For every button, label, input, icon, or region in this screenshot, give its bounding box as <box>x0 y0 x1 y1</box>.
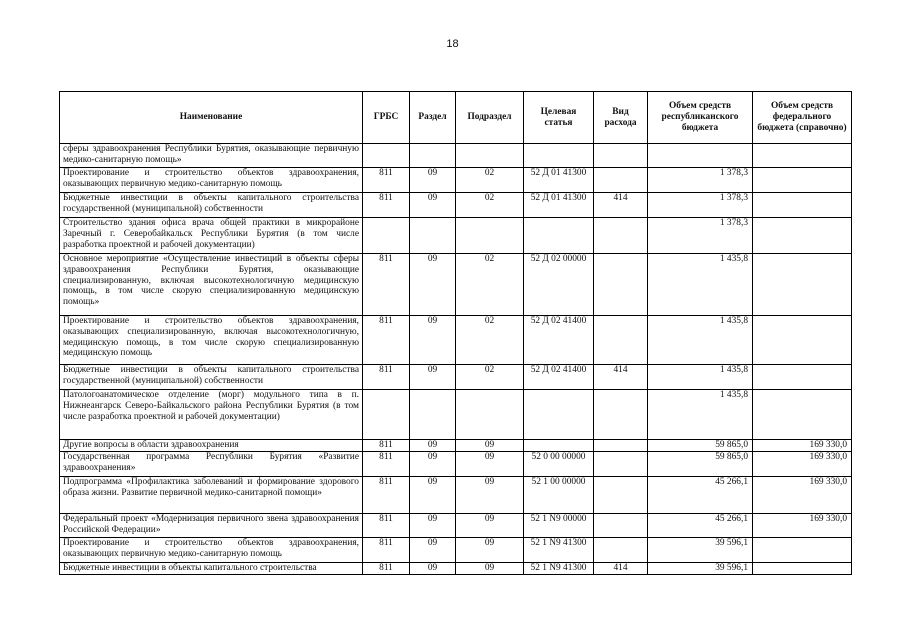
cell-vid <box>594 513 648 537</box>
cell-fed <box>753 365 852 390</box>
cell-podrazdel: 02 <box>456 193 524 218</box>
cell-resp: 1 435,8 <box>648 316 753 365</box>
table-row <box>60 168 852 193</box>
cell-name: Бюджетные инвестиции в объекты капитального строительства государственной (муниципальной) собственности <box>60 193 363 218</box>
cell-name: Другие вопросы в области здравоохранения <box>60 440 363 452</box>
cell-name: Основное мероприятие «Осуществление инвестиций в объекты сферы здравоохранения Республики Бурятия, оказывающие специализированную, включая высокотехнологичную медицинскую помощь, в том числе скорую специализированную медицинскую помощь» <box>60 254 363 316</box>
cell-razdel: 09 <box>410 440 456 452</box>
cell-resp: 1 378,3 <box>648 193 753 218</box>
cell-razdel: 09 <box>410 254 456 316</box>
cell-resp: 1 435,8 <box>648 365 753 390</box>
cell-celevaya: 52 Д 01 41300 <box>524 193 594 218</box>
cell-podrazdel: 09 <box>456 513 524 537</box>
cell-grbs: 811 <box>363 316 410 365</box>
table-row <box>60 451 852 476</box>
cell-razdel <box>410 144 456 168</box>
header-grbs: ГРБС <box>363 92 410 144</box>
cell-name: сферы здравоохранения Республики Бурятия, оказывающие первичную медико-санитарную помощь» <box>60 144 363 168</box>
cell-celevaya: 52 1 00 00000 <box>524 476 594 513</box>
table-row <box>60 365 852 390</box>
cell-name: Проектирование и строительство объектов здравоохранения, оказывающих первичную медико-санитарную помощь <box>60 168 363 193</box>
cell-name: Подпрограмма «Профилактика заболеваний и формирование здорового образа жизни. Развитие первичной медико-санитарной помощи» <box>60 476 363 513</box>
header-razdel: Раздел <box>410 92 456 144</box>
cell-resp: 1 378,3 <box>648 218 753 254</box>
cell-podrazdel: 09 <box>456 451 524 476</box>
cell-podrazdel <box>456 390 524 440</box>
table-row <box>60 537 852 562</box>
cell-celevaya <box>524 218 594 254</box>
cell-razdel: 09 <box>410 365 456 390</box>
cell-podrazdel: 02 <box>456 254 524 316</box>
cell-fed <box>753 390 852 440</box>
cell-razdel: 09 <box>410 476 456 513</box>
cell-vid <box>594 254 648 316</box>
cell-podrazdel: 09 <box>456 440 524 452</box>
cell-grbs <box>363 144 410 168</box>
table-row <box>60 476 852 513</box>
cell-vid: 414 <box>594 193 648 218</box>
cell-podrazdel: 09 <box>456 537 524 562</box>
table-row <box>60 254 852 316</box>
cell-grbs: 811 <box>363 537 410 562</box>
cell-celevaya: 52 1 N9 00000 <box>524 513 594 537</box>
cell-grbs <box>363 390 410 440</box>
cell-fed: 169 330,0 <box>753 513 852 537</box>
cell-celevaya: 52 0 00 00000 <box>524 451 594 476</box>
cell-fed <box>753 218 852 254</box>
cell-name: Федеральный проект «Модернизация первичного звена здравоохранения Российской Федерации» <box>60 513 363 537</box>
cell-vid <box>594 218 648 254</box>
cell-name: Проектирование и строительство объектов здравоохранения, оказывающих первичную медико-санитарную помощь <box>60 537 363 562</box>
cell-fed <box>753 193 852 218</box>
cell-vid <box>594 440 648 452</box>
cell-grbs: 811 <box>363 193 410 218</box>
cell-fed <box>753 168 852 193</box>
header-fed: Объем средств федерального бюджета (справочно) <box>753 92 852 144</box>
cell-razdel: 09 <box>410 513 456 537</box>
cell-celevaya: 52 1 N9 41300 <box>524 562 594 574</box>
cell-razdel <box>410 390 456 440</box>
cell-grbs <box>363 218 410 254</box>
cell-razdel: 09 <box>410 316 456 365</box>
cell-name: Государственная программа Республики Бурятия «Развитие здравоохранения» <box>60 451 363 476</box>
cell-razdel: 09 <box>410 537 456 562</box>
cell-name: Патологоанатомическое отделение (морг) модульного типа в п. Нижнеангарск Северо-Байкальского района Республики Бурятия (в том числе разработка проектной и рабочей документации) <box>60 390 363 440</box>
cell-celevaya: 52 Д 02 41400 <box>524 365 594 390</box>
table-row <box>60 562 852 574</box>
cell-podrazdel: 02 <box>456 316 524 365</box>
cell-vid <box>594 451 648 476</box>
cell-grbs: 811 <box>363 562 410 574</box>
cell-grbs: 811 <box>363 451 410 476</box>
cell-grbs: 811 <box>363 440 410 452</box>
cell-podrazdel: 02 <box>456 168 524 193</box>
cell-podrazdel: 09 <box>456 562 524 574</box>
table-row <box>60 440 852 452</box>
cell-resp <box>648 144 753 168</box>
header-row <box>60 92 852 144</box>
cell-vid <box>594 316 648 365</box>
cell-resp: 59 865,0 <box>648 440 753 452</box>
cell-celevaya <box>524 144 594 168</box>
cell-podrazdel: 09 <box>456 476 524 513</box>
cell-vid <box>594 390 648 440</box>
cell-razdel: 09 <box>410 562 456 574</box>
header-celevaya: Целевая статья <box>524 92 594 144</box>
cell-fed <box>753 316 852 365</box>
cell-fed <box>753 254 852 316</box>
cell-resp: 1 435,8 <box>648 390 753 440</box>
cell-vid <box>594 168 648 193</box>
cell-resp: 59 865,0 <box>648 451 753 476</box>
cell-fed <box>753 537 852 562</box>
table-row <box>60 316 852 365</box>
cell-resp: 1 378,3 <box>648 168 753 193</box>
cell-podrazdel: 02 <box>456 365 524 390</box>
cell-fed: 169 330,0 <box>753 440 852 452</box>
cell-resp: 39 596,1 <box>648 537 753 562</box>
table-row <box>60 513 852 537</box>
cell-name: Строительство здания офиса врача общей практики в микрорайоне Заречный г. Северобайкальск Республики Бурятия (в том числе разработка проектной и рабочей документации) <box>60 218 363 254</box>
cell-celevaya: 52 Д 02 00000 <box>524 254 594 316</box>
cell-razdel <box>410 218 456 254</box>
cell-fed: 169 330,0 <box>753 451 852 476</box>
cell-resp: 39 596,1 <box>648 562 753 574</box>
page-number: 18 <box>446 38 459 50</box>
cell-razdel: 09 <box>410 193 456 218</box>
cell-grbs: 811 <box>363 168 410 193</box>
cell-grbs: 811 <box>363 365 410 390</box>
cell-fed <box>753 562 852 574</box>
table-row <box>60 218 852 254</box>
cell-grbs: 811 <box>363 254 410 316</box>
cell-fed: 169 330,0 <box>753 476 852 513</box>
table-row <box>60 193 852 218</box>
cell-celevaya: 52 Д 02 41400 <box>524 316 594 365</box>
cell-grbs: 811 <box>363 513 410 537</box>
cell-grbs: 811 <box>363 476 410 513</box>
cell-podrazdel <box>456 218 524 254</box>
header-name: Наименование <box>60 92 363 144</box>
cell-vid <box>594 537 648 562</box>
budget-table <box>59 91 852 575</box>
cell-celevaya <box>524 440 594 452</box>
cell-vid: 414 <box>594 562 648 574</box>
cell-razdel: 09 <box>410 451 456 476</box>
header-vid: Вид расхода <box>594 92 648 144</box>
header-podrazdel: Подраздел <box>456 92 524 144</box>
table-row <box>60 144 852 168</box>
cell-resp: 45 266,1 <box>648 513 753 537</box>
header-resp: Объем средств республиканского бюджета <box>648 92 753 144</box>
table-row <box>60 390 852 440</box>
cell-podrazdel <box>456 144 524 168</box>
cell-razdel: 09 <box>410 168 456 193</box>
cell-vid <box>594 476 648 513</box>
cell-name: Бюджетные инвестиции в объекты капитального строительства <box>60 562 363 574</box>
cell-celevaya: 52 Д 01 41300 <box>524 168 594 193</box>
cell-resp: 1 435,8 <box>648 254 753 316</box>
cell-name: Бюджетные инвестиции в объекты капитального строительства государственной (муниципальной) собственности <box>60 365 363 390</box>
table-body <box>60 144 852 575</box>
cell-vid: 414 <box>594 365 648 390</box>
cell-name: Проектирование и строительство объектов здравоохранения, оказывающих специализированную, включая высокотехнологичную, медицинскую помощь, в том числе скорую специализированную медицинскую помощь <box>60 316 363 365</box>
cell-vid <box>594 144 648 168</box>
cell-fed <box>753 144 852 168</box>
cell-celevaya <box>524 390 594 440</box>
cell-celevaya: 52 1 N9 41300 <box>524 537 594 562</box>
cell-resp: 45 266,1 <box>648 476 753 513</box>
